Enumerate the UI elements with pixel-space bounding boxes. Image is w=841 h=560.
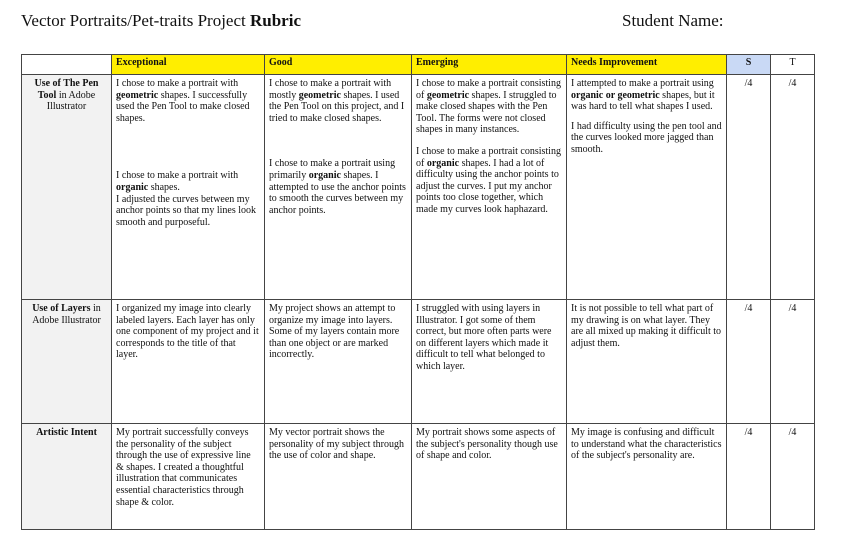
cell-exceptional — [112, 75, 265, 300]
row-head-bold: Use of The Pen Tool — [34, 78, 99, 101]
cell-good: My project shows an attempt to organize my image into layers. Some of my layers contain more than one object or are marked incorrectly. — [265, 300, 412, 424]
header-needs-improvement: Needs Improvement — [567, 55, 727, 75]
score-s[interactable]: /4 — [727, 75, 771, 300]
header-row — [22, 55, 815, 75]
cell-good — [265, 75, 412, 300]
cell-paragraph: I chose to make a portrait consisting of organic shapes. I had a lot of difficulty using the anchor points to adjust the curves. I put my anchor points too close together, which made my curves look haphazard. — [416, 145, 561, 215]
cell-paragraph: I had difficulty using the pen tool and the curves looked more jagged than smooth. — [571, 120, 722, 155]
score-t[interactable]: /4 — [771, 300, 815, 424]
row-head-bold: Use of Layers — [32, 303, 91, 314]
header-t: T — [771, 55, 815, 75]
cell-needs-improvement — [567, 75, 727, 300]
row-head-bold: Artistic Intent — [36, 427, 97, 438]
row-head-pen-tool — [22, 75, 112, 300]
cell-paragraph: I chose to make a portrait with geometric shapes. I successfully used the Pen Tool to make closed shapes. — [116, 78, 250, 124]
row-head-rest: in Adobe Illustrator — [46, 89, 96, 113]
title-prefix: Vector Portraits/Pet-traits Project — [21, 11, 246, 30]
student-name-label: Student Name: — [622, 11, 724, 30]
table-row — [22, 424, 815, 530]
table-row — [22, 300, 815, 424]
row-head-layers — [22, 300, 112, 424]
cell-good: My vector portrait shows the personality of my subject through the use of color and shape. — [265, 424, 412, 530]
header-s: S — [727, 55, 771, 75]
cell-needs-improvement: It is not possible to tell what part of my drawing is on what layer. They are all mixed up making it difficult to adjust them. — [567, 300, 727, 424]
cell-paragraph: I chose to make a portrait consisting of geometric shapes. I struggled to make closed shapes with the Pen Tool. The forms were not closed shapes in many instances. — [416, 78, 561, 136]
cell-emerging: My portrait shows some aspects of the subject's personality though use of shape and color. — [412, 424, 567, 530]
score-s[interactable]: /4 — [727, 300, 771, 424]
cell-emerging: I struggled with using layers in Illustrator. I got some of them correct, but more often parts were on different layers which made it difficult to tell what belonged to which layer. — [412, 300, 567, 424]
score-t[interactable]: /4 — [771, 75, 815, 300]
cell-exceptional: I organized my image into clearly labeled layers. Each layer has only one component of my project and it corresponds to the title of that layer. — [112, 300, 265, 424]
title-bold: Rubric — [249, 11, 301, 30]
row-head-rest: in Adobe Illustrator — [32, 303, 101, 326]
cell-paragraph: I attempted to make a portrait using organic or geometric shapes, but it was hard to tell what shapes I used. — [571, 78, 715, 113]
table-row — [22, 75, 815, 300]
rubric-table — [21, 54, 815, 530]
score-t[interactable]: /4 — [771, 424, 815, 530]
score-s[interactable]: /4 — [727, 424, 771, 530]
cell-paragraph: I chose to make a portrait with organic shapes. — [116, 170, 239, 193]
cell-paragraph: I chose to make a portrait with mostly geometric shapes. I used the Pen Tool on this project, and I tried to make closed shapes. — [269, 78, 405, 124]
header-exceptional: Exceptional — [112, 55, 265, 75]
cell-needs-improvement: My image is confusing and difficult to understand what the characteristics of the subject's personality are. — [567, 424, 727, 530]
header-blank — [22, 55, 112, 75]
header-emerging: Emerging — [412, 55, 567, 75]
cell-paragraph: I adjusted the curves between my anchor points so that my lines look smooth and purposeful. — [116, 193, 256, 228]
cell-paragraph: I chose to make a portrait using primarily organic shapes. I attempted to use the anchor points to smooth the curves between my anchor points. — [269, 158, 406, 216]
cell-emerging — [412, 75, 567, 300]
rubric-title — [21, 10, 301, 32]
cell-exceptional: My portrait successfully conveys the personality of the subject through the use of expressive line & shapes. I created a thoughtful illustration that communicates essential characteristics through shape & color. — [112, 424, 265, 530]
header-good: Good — [265, 55, 412, 75]
row-head-artistic-intent — [22, 424, 112, 530]
